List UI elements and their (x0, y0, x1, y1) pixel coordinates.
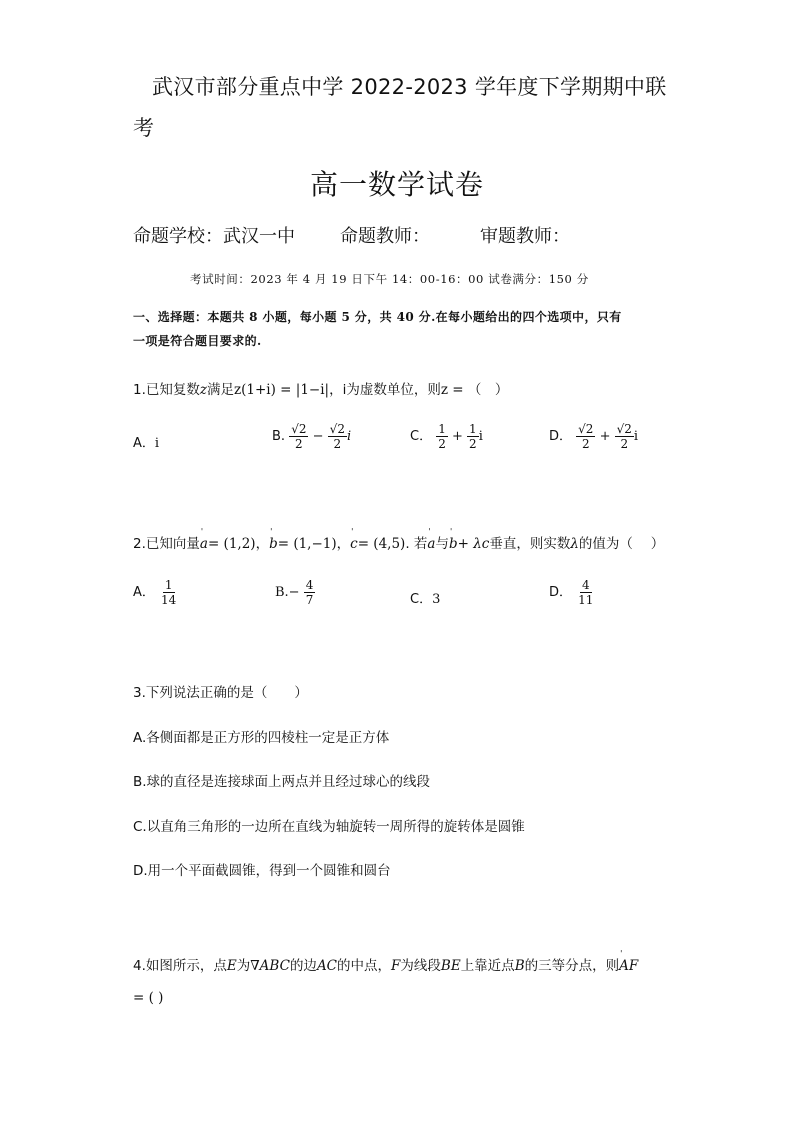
q3-option-a: A.各侧面都是正方形的四棱柱一定是正方体 (133, 730, 390, 746)
reviewer-teacher: 审题教师： (480, 226, 570, 247)
question-2-stem: 2.已知向量' a= (1,2)，' b= (1,−1)，' c= (4,5). 若' a与' b+ λc垂直，则实数λ的值为（ ） (133, 532, 664, 552)
q2-option-b: B.− $\frac{4}{7}$ (275, 578, 314, 607)
q3-option-d: D.用一个平面截圆锥，得到一个圆锥和圆台 (133, 863, 391, 879)
title-line-1: 武汉市部分重点中学 2022-2023 学年度下学期期中联 (152, 75, 667, 99)
section-heading-line-1: 一、选择题：本题共 8 小题，每小题 5 分，共 40 分.在每小题给出的四个选项中，只有 (133, 310, 622, 324)
title-line-2: 考 (133, 116, 154, 140)
q1-option-b: B. $\frac{√2}{2}$ − $\frac{√2}{2}$ i (272, 422, 352, 451)
setter-school: 命题学校：武汉一中 (133, 226, 295, 247)
q2-option-d: D． $\frac{4}{11}$ (549, 578, 594, 607)
question-4-stem: 4.如图所示，点E为∇ABC的边AC的中点，F为线段BE上靠近点B的三等分点，则' AF (133, 954, 638, 974)
q2-option-c: C．3 (410, 592, 441, 607)
q1-option-a: A．i (133, 436, 160, 451)
q3-option-c: C.以直角三角形的一边所在直线为轴旋转一周所得的旋转体是圆锥 (133, 819, 525, 835)
exam-info: 考试时间：2023 年 4 月 19 日下午 14：00-16：00 试卷满分：150 分 (190, 272, 589, 286)
question-3-stem: 3.下列说法正确的是（ ） (133, 685, 308, 701)
setter-teacher: 命题教师： (340, 226, 430, 247)
q2-option-a: A． $\frac{1}{14}$ (133, 578, 177, 607)
q1-option-c: C． $\frac{1}{2}$ + $\frac{1}{2}$ i (410, 422, 483, 451)
q1-option-d: D． $\frac{√2}{2}$ + $\frac{√2}{2}$ i (549, 422, 639, 451)
section-heading-line-2: 一项是符合题目要求的. (133, 334, 262, 348)
q3-option-b: B.球的直径是连接球面上两点并且经过球心的线段 (133, 774, 431, 790)
question-4-answer-line: = ( ) (133, 990, 164, 1006)
subject-title: 高一数学试卷 (310, 168, 485, 201)
question-1-stem: 1.已知复数z满足z(1+i) = |1−i|，i为虚数单位，则z = （ ） (133, 382, 509, 398)
